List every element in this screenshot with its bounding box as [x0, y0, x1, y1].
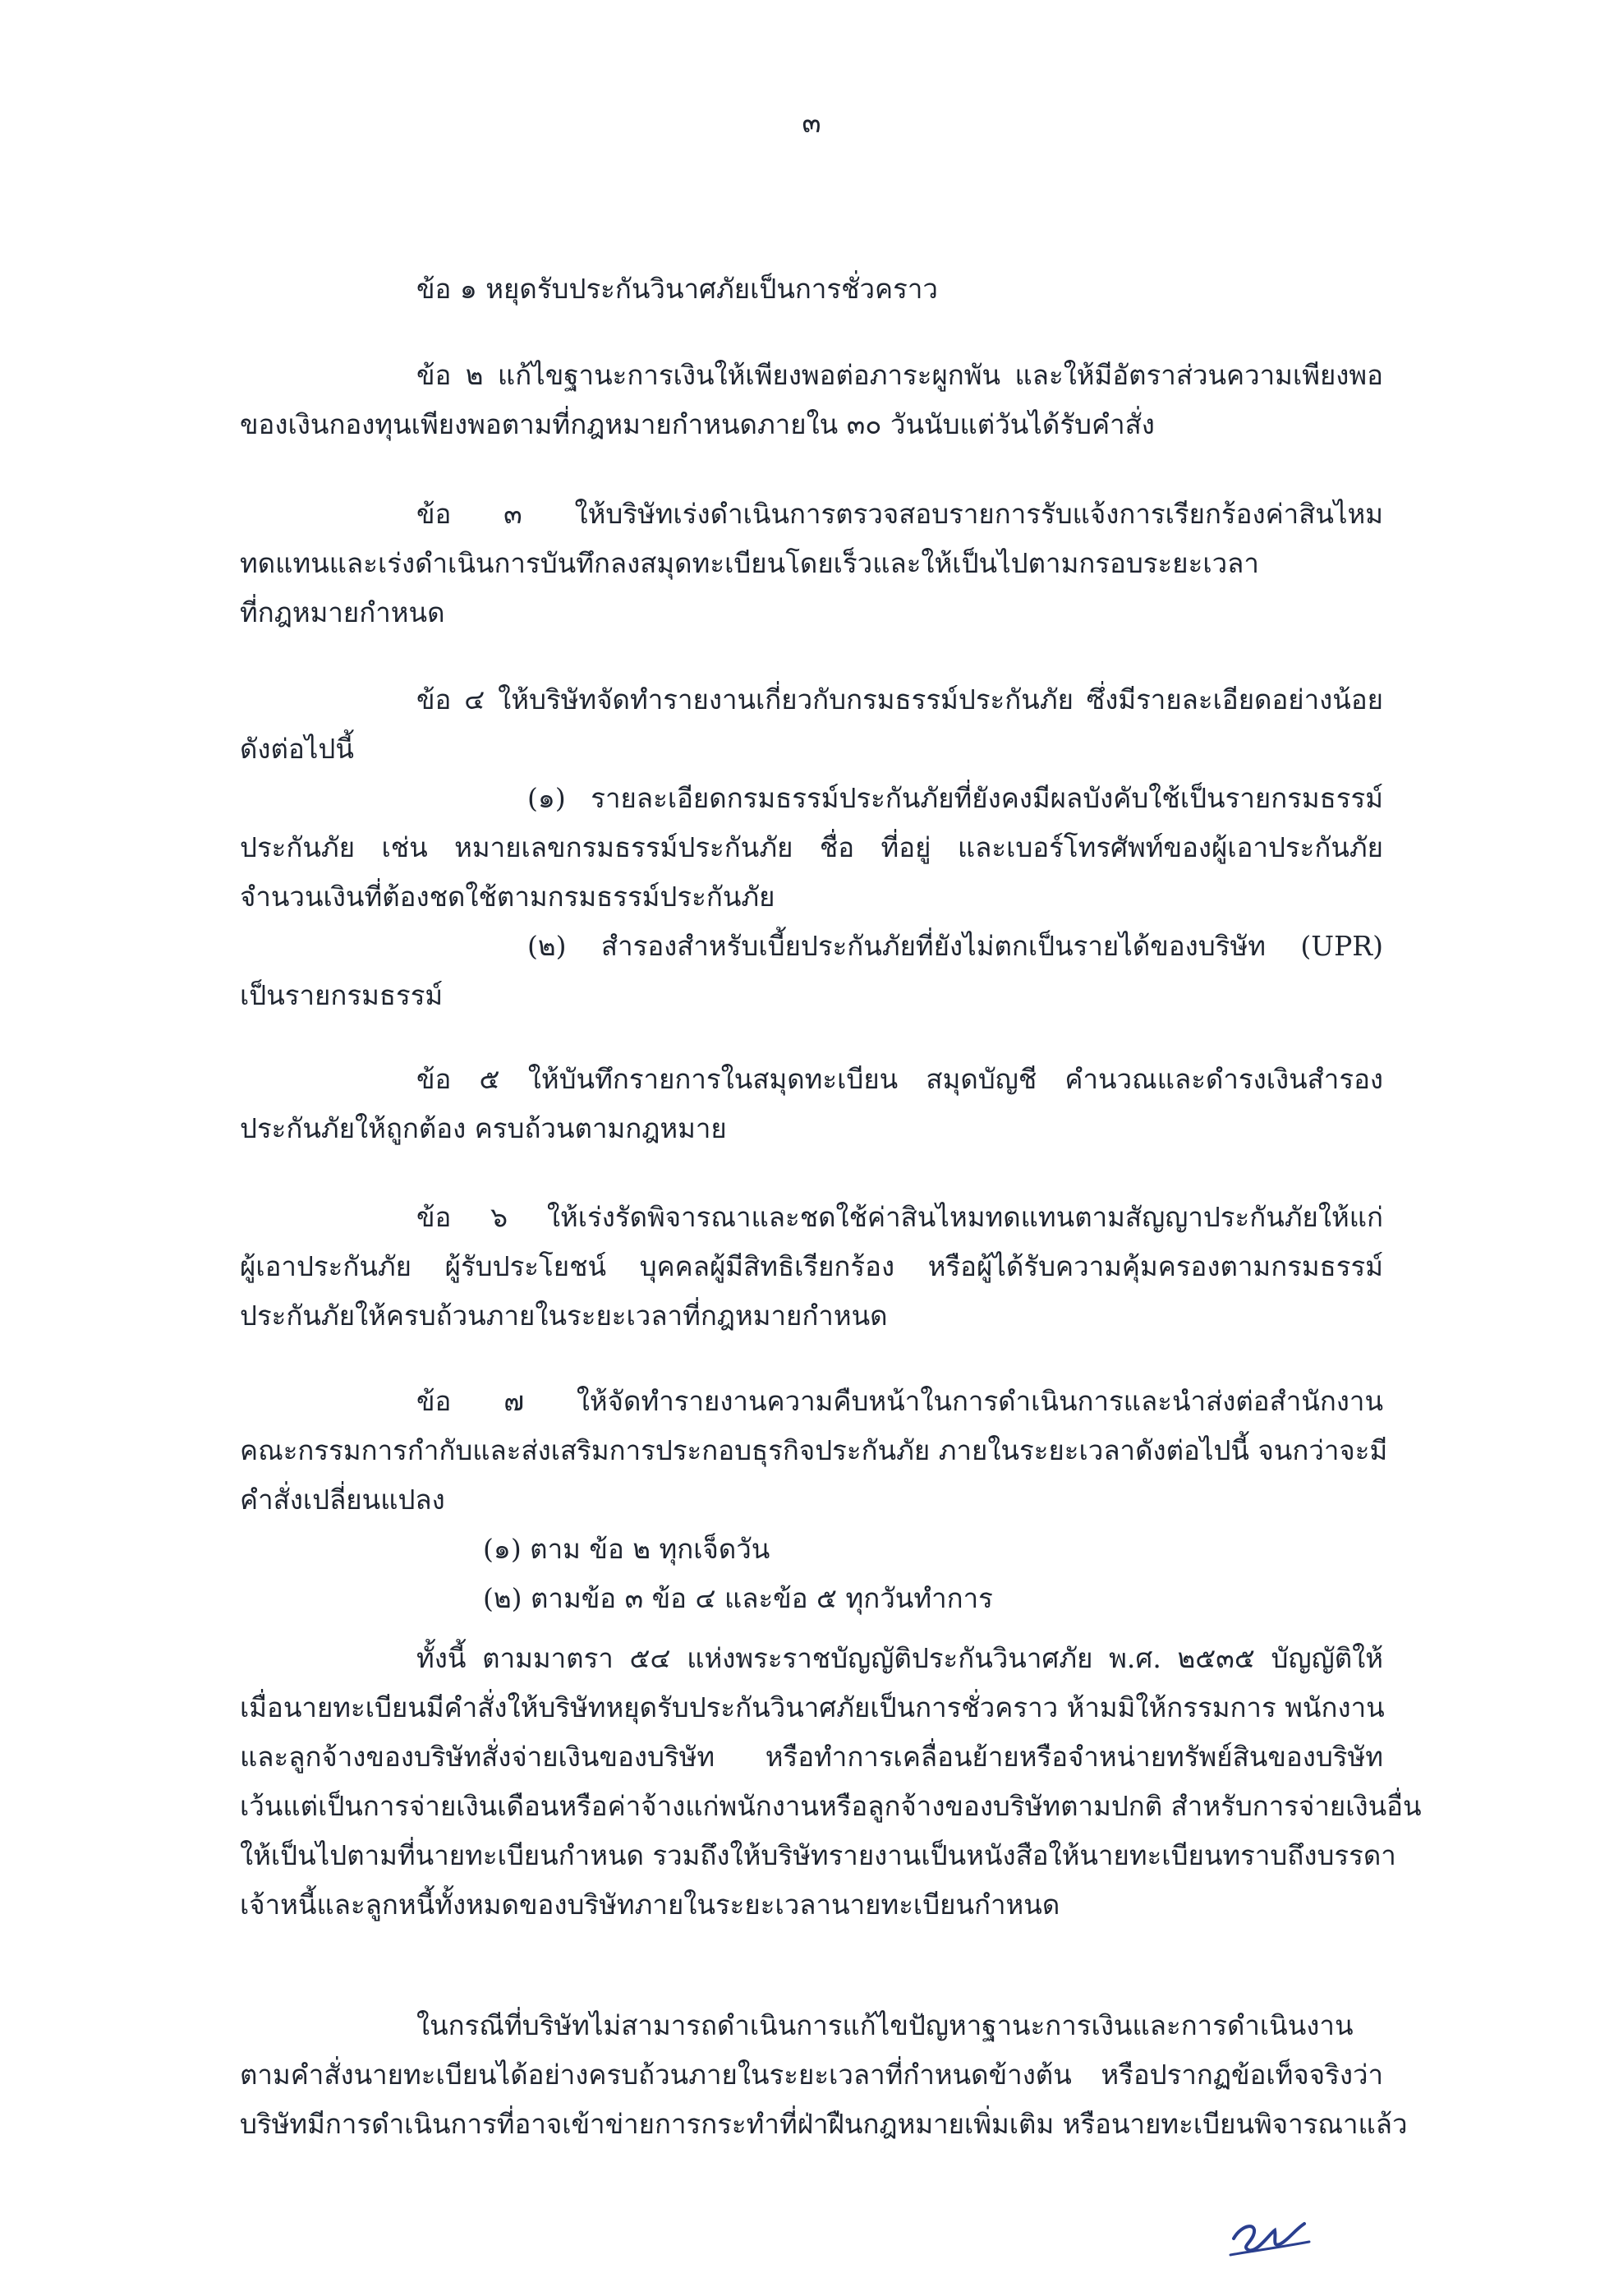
- closing-paragraph: [240, 2001, 1408, 2149]
- clause-6: [240, 1193, 1383, 1341]
- text-line: ให้เป็นไปตามที่นายทะเบียนกำหนด รวมถึงให้บริษัทรายงานเป็นหนังสือให้นายทะเบียนทราบถึงบรรดา: [240, 1839, 1396, 1871]
- text-line: บริษัทมีการดำเนินการที่อาจเข้าข่ายการกระทำที่ฝ่าฝืนกฎหมายเพิ่มเติม หรือนายทะเบียนพิจารณาแล้ว: [240, 2108, 1408, 2140]
- text-line: ข้อ ๖ ให้เร่งรัดพิจารณาและชดใช้ค่าสินไหมทดแทนตามสัญญาประกันภัยให้แก่: [416, 1201, 1383, 1233]
- text-line: คณะกรรมการกำกับและส่งเสริมการประกอบธุรกิจประกันภัย ภายในระยะเวลาดังต่อไปนี้ จนกว่าจะมี: [240, 1434, 1388, 1466]
- text-line: และลูกจ้างของบริษัทสั่งจ่ายเงินของบริษัท หรือทำการเคลื่อนย้ายหรือจำหน่ายทรัพย์สินของบริษัท: [240, 1741, 1383, 1773]
- text-line: (๒) สำรองสำหรับเบี้ยประกันภัยที่ยังไม่ตกเป็นรายได้ของบริษัท (UPR): [527, 930, 1383, 962]
- text-line: ประกันภัย เช่น หมายเลขกรมธรรม์ประกันภัย ชื่อ ที่อยู่ และเบอร์โทรศัพท์ของผู้เอาประกันภัย: [240, 831, 1383, 863]
- text-line: ตามคำสั่งนายทะเบียนได้อย่างครบถ้วนภายในระยะเวลาที่กำหนดข้างต้น หรือปรากฏข้อเท็จจริงว่า: [240, 2059, 1383, 2091]
- page-number: ๓: [802, 107, 821, 140]
- text-line: ในกรณีที่บริษัทไม่สามารถดำเนินการแก้ไขปัญหาฐานะการเงินและการดำเนินงาน: [416, 2009, 1354, 2041]
- text-line: (๑) รายละเอียดกรมธรรม์ประกันภัยที่ยังคงมีผลบังคับใช้เป็นรายกรมธรรม์: [527, 782, 1383, 814]
- text-line: ประกันภัยให้ครบถ้วนภายในระยะเวลาที่กฎหมายกำหนด: [240, 1300, 888, 1332]
- section-54-notice: [240, 1634, 1422, 1930]
- clause-1: [240, 265, 1383, 314]
- text-line: เจ้าหนี้และลูกหนี้ทั้งหมดของบริษัทภายในระยะเวลานายทะเบียนกำหนด: [240, 1889, 1060, 1921]
- text-line: ข้อ ๑ หยุดรับประกันวินาศภัยเป็นการชั่วคราว: [416, 273, 938, 305]
- text-line: ข้อ ๒ แก้ไขฐานะการเงินให้เพียงพอต่อภาระผูกพัน และให้มีอัตราส่วนความเพียงพอ: [416, 359, 1383, 391]
- text-line: ของเงินกองทุนเพียงพอตามที่กฎหมายกำหนดภายใน ๓๐ วันนับแต่วันได้รับคำสั่ง: [240, 408, 1155, 440]
- text-line: เว้นแต่เป็นการจ่ายเงินเดือนหรือค่าจ้างแก่พนักงานหรือลูกจ้างของบริษัทตามปกติ สำหรับการจ่ายเงินอื่น: [240, 1790, 1422, 1822]
- clause-4: [240, 675, 1383, 774]
- list-item: (๒) ตามข้อ ๓ ข้อ ๔ และข้อ ๕ ทุกวันทำการ: [483, 1582, 993, 1614]
- text-line: เป็นรายกรมธรรม์: [240, 979, 444, 1011]
- clause-3: [240, 490, 1383, 637]
- text-line: ทดแทนและเร่งดำเนินการบันทึกลงสมุดทะเบียนโดยเร็วและให้เป็นไปตามกรอบระยะเวลา: [240, 547, 1259, 579]
- signature-initials: [1224, 2206, 1314, 2263]
- text-line: ข้อ ๕ ให้บันทึกรายการในสมุดทะเบียน สมุดบัญชี คำนวณและดำรงเงินสำรอง: [416, 1063, 1383, 1095]
- text-line: ข้อ ๗ ให้จัดทำรายงานความคืบหน้าในการดำเนินการและนำส่งต่อสำนักงาน: [416, 1385, 1383, 1417]
- clause-4-item-2: [240, 922, 1383, 1020]
- text-line: ทั้งนี้ ตามมาตรา ๕๔ แห่งพระราชบัญญัติประกันวินาศภัย พ.ศ. ๒๕๓๕ บัญญัติให้: [416, 1642, 1383, 1674]
- text-line: คำสั่งเปลี่ยนแปลง: [240, 1484, 445, 1516]
- clause-2: [240, 351, 1383, 449]
- text-line: ข้อ ๓ ให้บริษัทเร่งดำเนินการตรวจสอบรายการรับแจ้งการเรียกร้องค่าสินไหม: [416, 498, 1383, 530]
- list-item: (๑) ตาม ข้อ ๒ ทุกเจ็ดวัน: [483, 1533, 770, 1565]
- text-line: ดังต่อไปนี้: [240, 733, 354, 765]
- clause-5: [240, 1055, 1383, 1153]
- text-line: ที่กฎหมายกำหนด: [240, 596, 445, 628]
- clause-4-item-1: [240, 774, 1383, 922]
- clause-7: [240, 1377, 1388, 1623]
- text-line: ผู้เอาประกันภัย ผู้รับประโยชน์ บุคคลผู้มีสิทธิเรียกร้อง หรือผู้ได้รับความคุ้มครองตามกรมธรรม์: [240, 1250, 1383, 1282]
- text-line: จำนวนเงินที่ต้องชดใช้ตามกรมธรรม์ประกันภัย: [240, 881, 775, 913]
- text-line: ประกันภัยให้ถูกต้อง ครบถ้วนตามกฎหมาย: [240, 1112, 727, 1144]
- text-line: ข้อ ๔ ให้บริษัทจัดทำรายงานเกี่ยวกับกรมธรรม์ประกันภัย ซึ่งมีรายละเอียดอย่างน้อย: [416, 683, 1383, 715]
- text-line: เมื่อนายทะเบียนมีคำสั่งให้บริษัทหยุดรับประกันวินาศภัยเป็นการชั่วคราว ห้ามมิให้กรรมการ พนักงาน: [240, 1691, 1385, 1723]
